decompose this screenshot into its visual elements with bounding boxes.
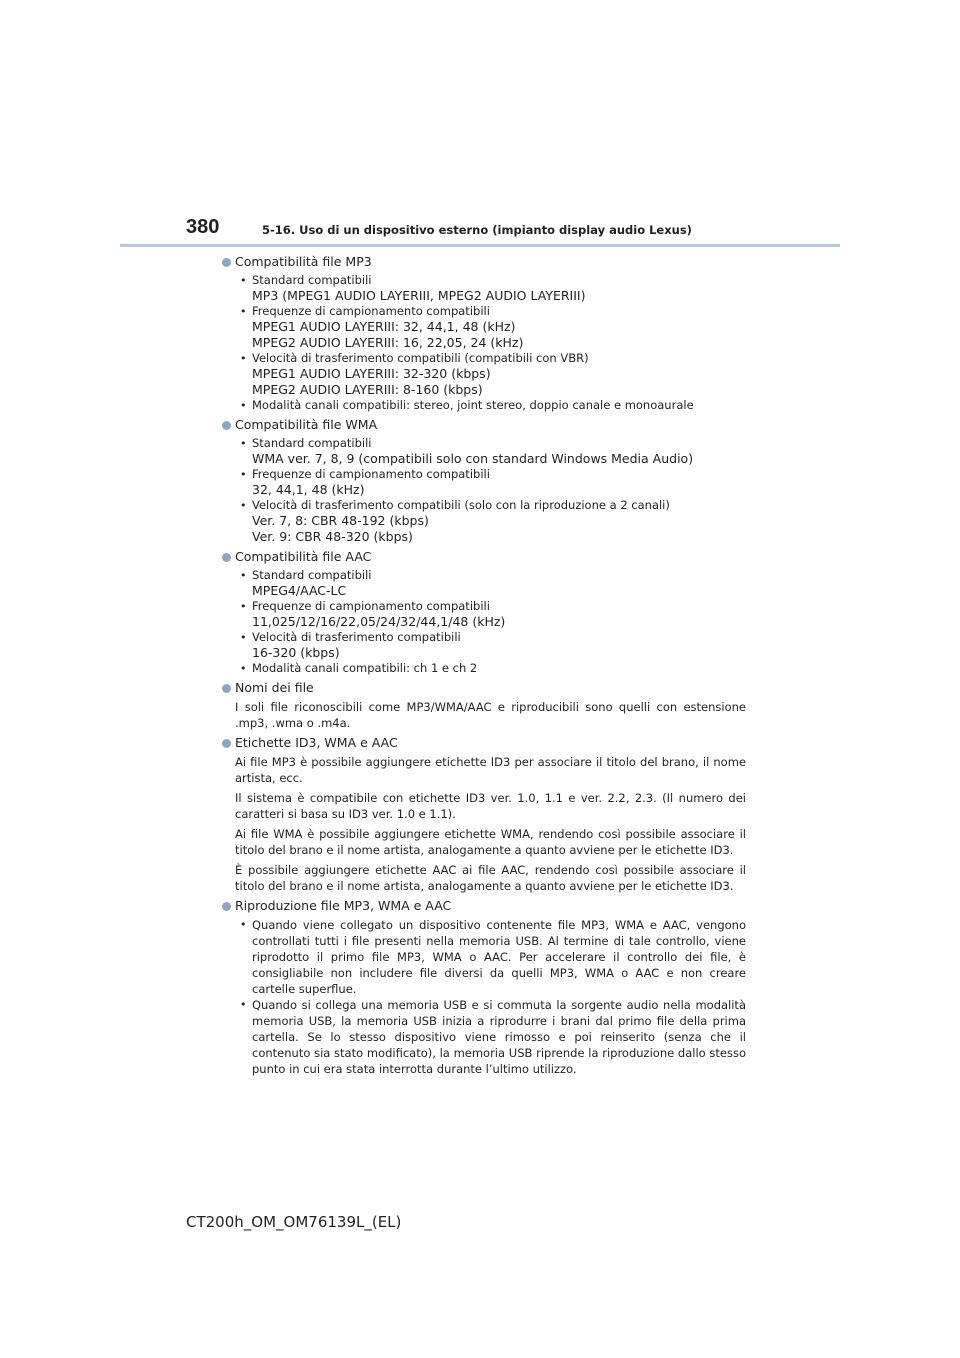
tags-heading xyxy=(222,735,746,751)
header-rule xyxy=(120,244,840,247)
spec-list xyxy=(240,568,746,676)
section-title: 5-16. Uso di un dispositivo esterno (impianto display audio Lexus) xyxy=(262,223,692,237)
spec-item-value: MP3 (MPEG1 AUDIO LAYERIII, MPEG2 AUDIO LAYERIII) xyxy=(252,288,586,303)
spec-item-label: Frequenze di campionamento compatibili xyxy=(252,304,490,318)
bullet-dot-icon xyxy=(222,553,231,562)
playback-item xyxy=(240,917,746,997)
spec-section-title: Compatibilità file MP3 xyxy=(235,254,372,269)
spec-item xyxy=(240,498,746,545)
spec-item-label: Modalità canali compatibili: stereo, joint stereo, doppio canale e monoaurale xyxy=(252,398,694,412)
spec-item-value: MPEG2 AUDIO LAYERIII: 16, 22,05, 24 (kHz) xyxy=(252,335,524,350)
small-bullet-icon: • xyxy=(240,631,247,644)
small-bullet-icon: • xyxy=(240,569,247,582)
spec-item-value: 32, 44,1, 48 (kHz) xyxy=(252,482,365,497)
spec-list xyxy=(240,436,746,545)
playback-item xyxy=(240,997,746,1077)
file-names-text: I soli file riconoscibili come MP3/WMA/AAC e riproducibili sono quelli con estensione .mp3, .wma o .m4a. xyxy=(235,700,746,730)
spec-item-label: Standard compatibili xyxy=(252,436,372,450)
spec-item xyxy=(240,630,746,661)
spec-item xyxy=(240,599,746,630)
document-code: CT200h_OM_OM76139L_(EL) xyxy=(186,1213,402,1231)
playback-section xyxy=(222,898,746,1077)
file-names-heading xyxy=(222,680,746,696)
spec-item xyxy=(240,467,746,498)
page-number: 380 xyxy=(186,216,220,238)
spec-item xyxy=(240,273,746,304)
small-bullet-icon: • xyxy=(240,468,247,481)
spec-item-label: Modalità canali compatibili: ch 1 e ch 2 xyxy=(252,661,478,675)
playback-heading xyxy=(222,898,746,914)
playback-list xyxy=(240,917,746,1077)
spec-item-value: MPEG1 AUDIO LAYERIII: 32, 44,1, 48 (kHz) xyxy=(252,319,516,334)
tags-paragraph: Ai file MP3 è possibile aggiungere etichette ID3 per associare il titolo del brano, il nome artista, ecc. xyxy=(235,755,746,785)
small-bullet-icon: • xyxy=(240,274,247,287)
playback-title: Riproduzione file MP3, WMA e AAC xyxy=(235,898,452,913)
spec-section xyxy=(222,417,746,545)
spec-item-value: Ver. 9: CBR 48-320 (kbps) xyxy=(252,529,413,544)
small-bullet-icon: • xyxy=(240,662,247,675)
spec-item-label: Standard compatibili xyxy=(252,273,372,287)
bullet-dot-icon xyxy=(222,902,231,911)
bullet-dot-icon xyxy=(222,739,231,748)
spec-item xyxy=(240,568,746,599)
file-names-section xyxy=(222,680,746,731)
spec-section xyxy=(222,254,746,413)
small-bullet-icon: • xyxy=(240,305,247,318)
playback-item-text: Quando si collega una memoria USB e si commuta la sorgente audio nella modalità memoria USB, la memoria USB inizia a riprodurre i brani dal primo file della prima cartella. Se lo stesso dispositivo viene rimosso e poi reinserito (senza che il contenuto sia stato modificato), la memoria USB riprende la riproduzione dallo stesso punto in cui era stata interrotta durante l’ultimo utilizzo. xyxy=(252,998,746,1076)
file-names-title: Nomi dei file xyxy=(235,680,314,695)
spec-section-heading xyxy=(222,254,746,270)
spec-section-title: Compatibilità file WMA xyxy=(235,417,378,432)
spec-item-value: MPEG1 AUDIO LAYERIII: 32-320 (kbps) xyxy=(252,366,491,381)
spec-section-heading xyxy=(222,549,746,565)
spec-section-title: Compatibilità file AAC xyxy=(235,549,372,564)
small-bullet-icon: • xyxy=(240,437,247,450)
small-bullet-icon: • xyxy=(240,918,247,931)
spec-item-value: 11,025/12/16/22,05/24/32/44,1/48 (kHz) xyxy=(252,614,506,629)
spec-item-label: Velocità di trasferimento compatibili (compatibili con VBR) xyxy=(252,351,589,365)
bullet-dot-icon xyxy=(222,258,231,267)
tags-paragraph: È possibile aggiungere etichette AAC ai file AAC, rendendo così possibile associare il titolo del brano e il nome artista, analogamente a quanto avviene per le etichette ID3. xyxy=(235,863,746,893)
spec-item-value: WMA ver. 7, 8, 9 (compatibili solo con standard Windows Media Audio) xyxy=(252,451,694,466)
spec-item-label: Frequenze di campionamento compatibili xyxy=(252,599,490,613)
playback-item-text: Quando viene collegato un dispositivo contenente file MP3, WMA e AAC, vengono controllati tutti i file presenti nella memoria USB. Al termine di tale controllo, viene riprodotto il primo file MP3, WMA o AAC. Per accelerare il controllo dei file, è consigliabile non includere file diversi da quelli MP3, WMA o AAC e non creare cartelle superflue. xyxy=(252,918,746,996)
tags-title: Etichette ID3, WMA e AAC xyxy=(235,735,398,750)
tags-section xyxy=(222,735,746,894)
small-bullet-icon: • xyxy=(240,399,247,412)
page-content xyxy=(222,254,746,1081)
tags-paragraph: Il sistema è compatibile con etichette ID3 ver. 1.0, 1.1 e ver. 2.2, 2.3. (Il numero dei caratteri si basa su ID3 ver. 1.0 e 1.1). xyxy=(235,791,746,821)
spec-list xyxy=(240,273,746,413)
spec-item xyxy=(240,661,746,676)
spec-item-label: Frequenze di campionamento compatibili xyxy=(252,467,490,481)
small-bullet-icon: • xyxy=(240,352,247,365)
spec-sections xyxy=(222,254,746,676)
spec-item-value: MPEG4/AAC-LC xyxy=(252,583,347,598)
small-bullet-icon: • xyxy=(240,499,247,512)
bullet-dot-icon xyxy=(222,421,231,430)
spec-item-value: 16-320 (kbps) xyxy=(252,645,340,660)
spec-section xyxy=(222,549,746,676)
spec-item-label: Velocità di trasferimento compatibili xyxy=(252,630,461,644)
spec-item-label: Standard compatibili xyxy=(252,568,372,582)
spec-item xyxy=(240,398,746,413)
spec-item-value: MPEG2 AUDIO LAYERIII: 8-160 (kbps) xyxy=(252,382,483,397)
spec-item xyxy=(240,436,746,467)
spec-item-value: Ver. 7, 8: CBR 48-192 (kbps) xyxy=(252,513,429,528)
spec-section-heading xyxy=(222,417,746,433)
tags-paragraph: Ai file WMA è possibile aggiungere etichette WMA, rendendo così possibile associare il titolo del brano e il nome artista, analogamente a quanto avviene per le etichette ID3. xyxy=(235,827,746,857)
bullet-dot-icon xyxy=(222,684,231,693)
small-bullet-icon: • xyxy=(240,998,247,1011)
spec-item-label: Velocità di trasferimento compatibili (solo con la riproduzione a 2 canali) xyxy=(252,498,670,512)
spec-item xyxy=(240,351,746,398)
spec-item xyxy=(240,304,746,351)
small-bullet-icon: • xyxy=(240,600,247,613)
